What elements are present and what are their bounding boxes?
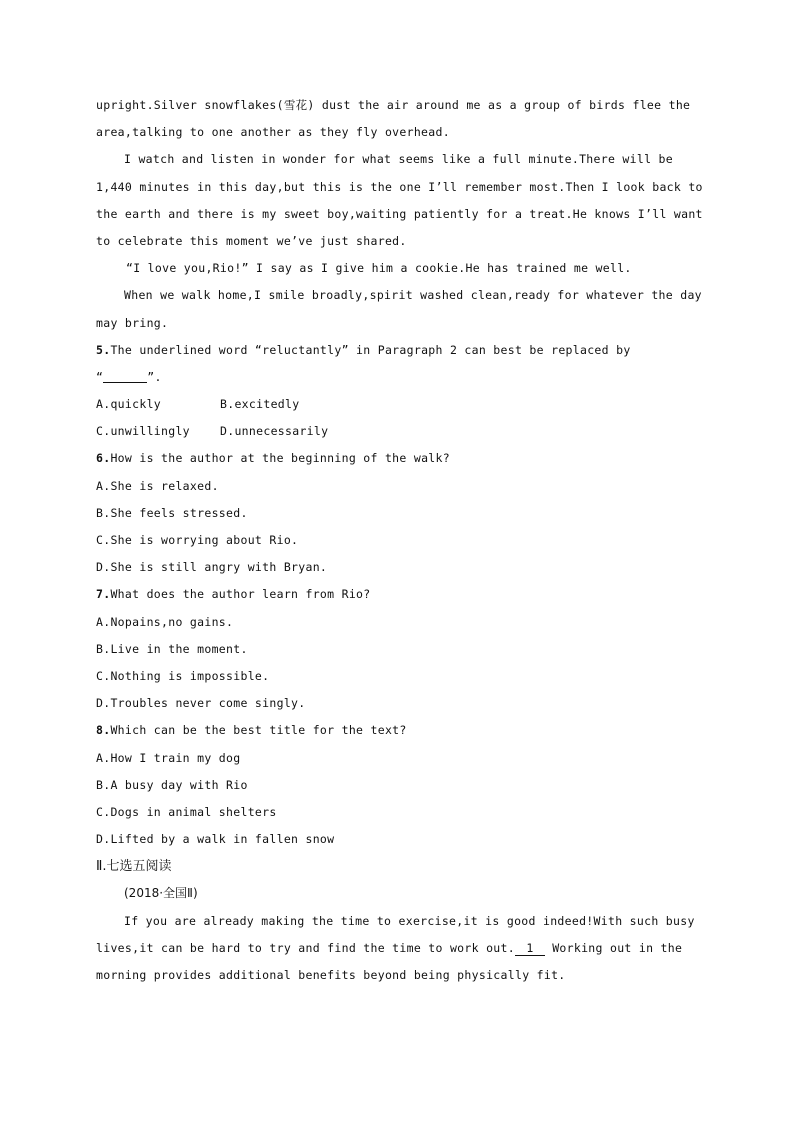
passage-line: the earth and there is my sweet boy,waiting patiently for a treat.He knows I’ll want bbox=[96, 206, 703, 221]
question-stem: How is the author at the beginning of the walk? bbox=[110, 451, 450, 466]
passage-line: area,talking to one another as they fly overhead. bbox=[96, 125, 450, 140]
question-8-stem bbox=[96, 717, 696, 744]
document-page bbox=[96, 92, 703, 989]
question-number: 7. bbox=[96, 587, 111, 602]
open-quote: “ bbox=[96, 369, 104, 384]
blank-number: 1 bbox=[515, 941, 545, 956]
option-d: D.Troubles never come singly. bbox=[96, 696, 306, 711]
question-6-stem bbox=[96, 445, 696, 472]
question-number: 5. bbox=[96, 342, 111, 357]
option-b: B.Live in the moment. bbox=[96, 641, 248, 656]
section-heading: Ⅱ.七选五阅读 bbox=[96, 859, 172, 875]
option-a: A.Nopains,no gains. bbox=[96, 614, 234, 629]
passage-line: When we walk home,I smile broadly,spirit washed clean,ready for whatever the day bbox=[124, 288, 702, 303]
question-number: 8. bbox=[96, 723, 111, 738]
option-b: B.excitedly bbox=[220, 397, 300, 412]
option-b: B.A busy day with Rio bbox=[96, 777, 248, 792]
passage-line: to celebrate this moment we’ve just shared. bbox=[96, 233, 407, 248]
answer-blank bbox=[103, 370, 147, 383]
option-a: A.quickly bbox=[96, 397, 162, 412]
passage-text: lives,it can be hard to try and find the time to work out. bbox=[96, 940, 515, 955]
question-5-stem bbox=[96, 337, 696, 364]
passage-text: Working out in the bbox=[544, 940, 683, 955]
passage-line: If you are already making the time to exercise,it is good indeed!With such busy bbox=[124, 913, 695, 928]
option-c: C.unwillingly bbox=[96, 424, 190, 439]
option-d: D.She is still angry with Bryan. bbox=[96, 560, 328, 575]
option-d: D.Lifted by a walk in fallen snow bbox=[96, 832, 335, 847]
passage-line: I watch and listen in wonder for what seems like a full minute.There will be bbox=[124, 152, 673, 167]
option-c: C.Dogs in animal shelters bbox=[96, 804, 277, 819]
option-c: C.She is worrying about Rio. bbox=[96, 533, 299, 547]
question-stem: Which can be the best title for the text? bbox=[110, 723, 407, 738]
passage-line: may bring. bbox=[96, 315, 169, 330]
option-c: C.Nothing is impossible. bbox=[96, 668, 270, 683]
passage-line: upright.Silver snowflakes(雪花) dust the air around me as a group of birds flee the bbox=[96, 98, 691, 112]
option-row bbox=[96, 391, 696, 418]
option-row bbox=[96, 418, 696, 445]
option-d: D.unnecessarily bbox=[220, 424, 329, 439]
passage-line: morning provides additional benefits beyond being physically fit. bbox=[96, 968, 566, 982]
option-a: A.How I train my dog bbox=[96, 750, 241, 765]
question-number: 6. bbox=[96, 451, 111, 466]
question-5-blank-line bbox=[96, 364, 696, 391]
question-7-stem bbox=[96, 581, 696, 608]
close-quote: ”. bbox=[147, 369, 162, 384]
passage-line: “I love you,Rio!” I say as I give him a cookie.He has trained me well. bbox=[126, 261, 632, 276]
question-stem: The underlined word “reluctantly” in Paragraph 2 can best be replaced by bbox=[110, 342, 631, 357]
passage-line: 1,440 minutes in this day,but this is the one I’ll remember most.Then I look back to bbox=[96, 179, 703, 194]
option-a: A.She is relaxed. bbox=[96, 478, 219, 493]
section-source: (2018·全国Ⅱ) bbox=[124, 886, 198, 901]
passage-line-with-blank bbox=[96, 935, 696, 962]
question-stem: What does the author learn from Rio? bbox=[110, 587, 371, 602]
option-b: B.She feels stressed. bbox=[96, 505, 248, 520]
